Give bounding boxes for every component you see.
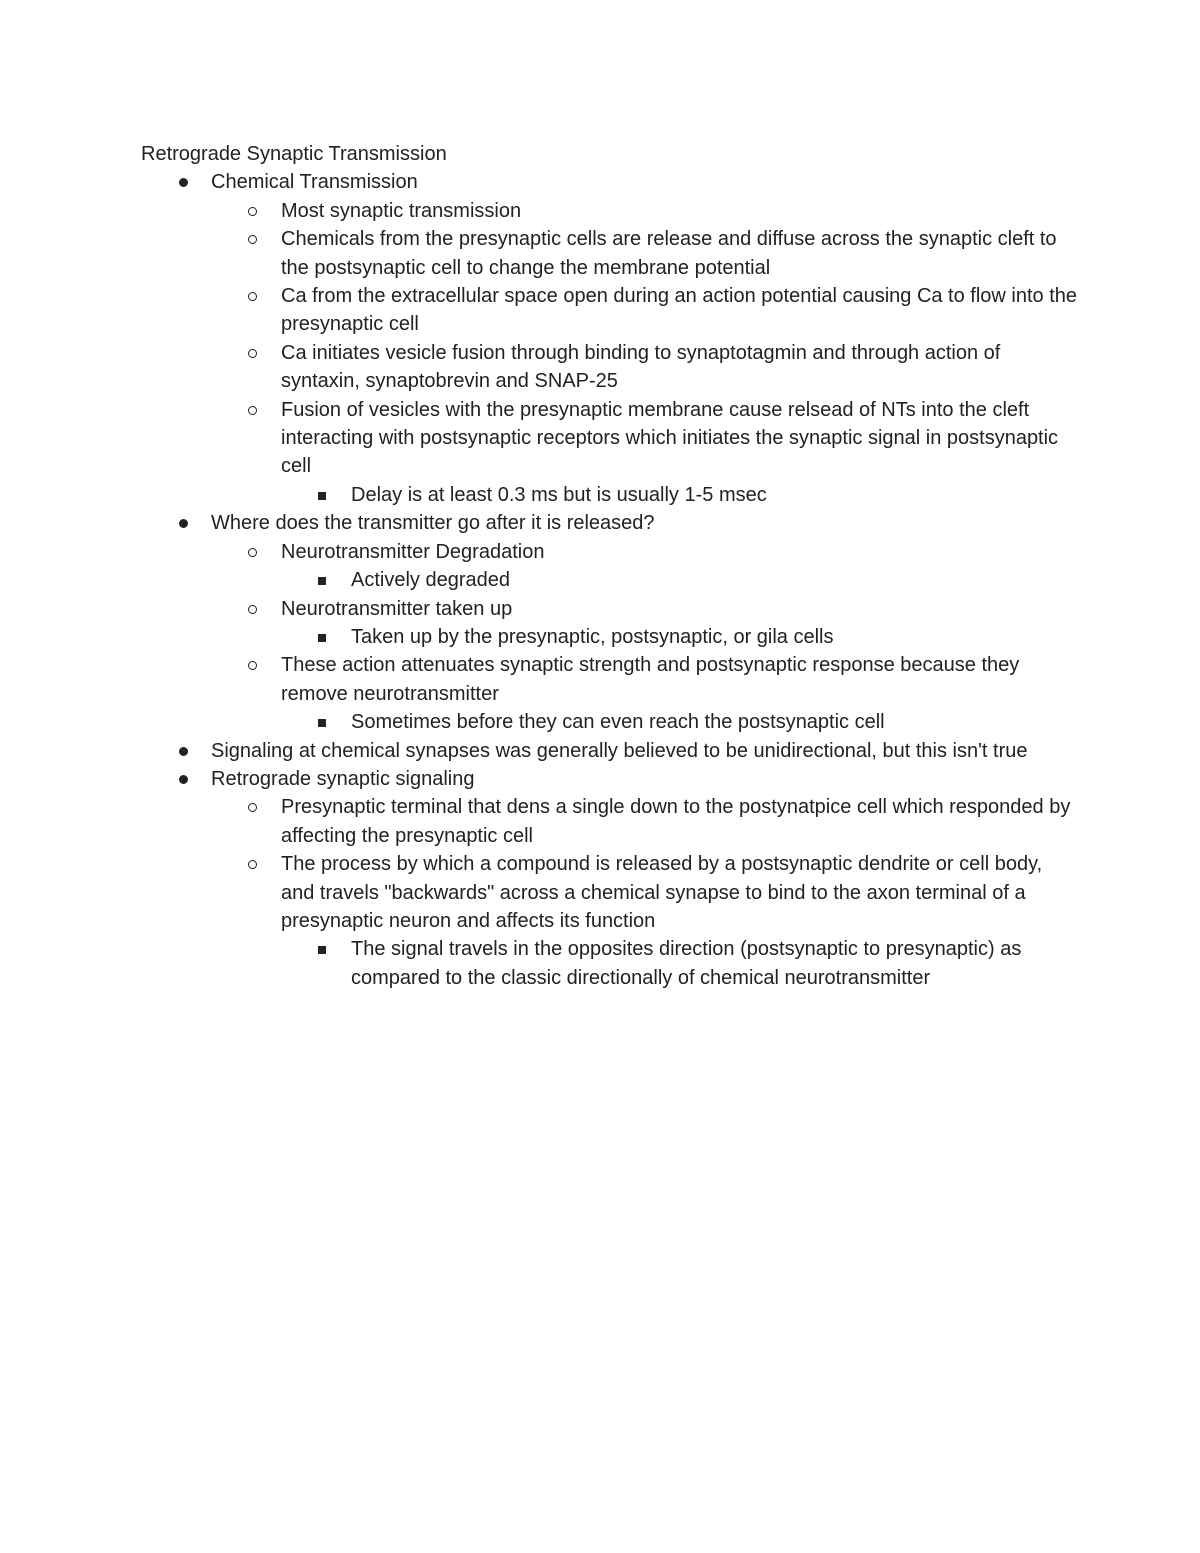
square-bullet-icon <box>318 492 326 500</box>
list-item: The signal travels in the opposites direction (postsynaptic to presynaptic) as compared to the classic directionally of chemical neurotransmitter <box>281 935 1081 992</box>
list-item: Taken up by the presynaptic, postsynaptic, or gila cells <box>281 623 1081 651</box>
outline-level-3 <box>281 623 1081 651</box>
circle-bullet-icon <box>248 235 257 244</box>
list-item: Most synaptic transmission <box>211 197 1081 225</box>
list-item: Neurotransmitter Degradation Actively degraded <box>211 538 1081 595</box>
list-item: The process by which a compound is released by a postsynaptic dendrite or cell body, and travels "backwards" across a chemical synapse to bind to the axon terminal of a presynaptic neuron and affects its function The signal travels in the opposites direction (postsynaptic to presynaptic) as compared to the classic directionally of chemical neurotransmitter <box>211 850 1081 992</box>
outline-level-1 <box>141 168 1081 992</box>
list-item: Sometimes before they can even reach the postsynaptic cell <box>281 708 1081 736</box>
list-item: Neurotransmitter taken up Taken up by the presynaptic, postsynaptic, or gila cells <box>211 595 1081 652</box>
circle-bullet-icon <box>248 548 257 557</box>
circle-bullet-icon <box>248 605 257 614</box>
circle-bullet-icon <box>248 803 257 812</box>
disc-bullet-icon <box>179 519 188 528</box>
circle-bullet-icon <box>248 406 257 415</box>
square-bullet-icon <box>318 719 326 727</box>
list-item: Retrograde synaptic signaling Presynaptic terminal that dens a single down to the postynatpice cell which responded by affecting the presynaptic cell The process by which a compound is released by a postsynaptic dendrite or cell body, and travels "backwards" across a chemical synapse to bind to the axon terminal of a presynaptic neuron and affects its function The signal travels in the opposites direction (postsynaptic to presynaptic) as compared to the classic directionally of chemical neurotransmitter <box>141 765 1081 992</box>
list-item: Where does the transmitter go after it is released? Neurotransmitter Degradation Actively degraded Neurotransmitter taken up Taken up by the presynaptic, postsynaptic, or gila cells These action attenuates synaptic strength and postsynaptic response because they remove neurotransmitter Sometimes before they can even reach the postsynaptic cell <box>141 509 1081 736</box>
outline-level-2 <box>211 538 1081 737</box>
circle-bullet-icon <box>248 860 257 869</box>
list-item: Chemical Transmission Most synaptic transmission Chemicals from the presynaptic cells are release and diffuse across the synaptic cleft to the postsynaptic cell to change the membrane potential Ca from the extracellular space open during an action potential causing Ca to flow into the presynaptic cell Ca initiates vesicle fusion through binding to synaptotagmin and through action of syntaxin, synaptobrevin and SNAP-25 Fusion of vesicles with the presynaptic membrane cause relsead of NTs into the cleft interacting with postsynaptic receptors which initiates the synaptic signal in postsynaptic cell Delay is at least 0.3 ms but is usually 1-5 msec <box>141 168 1081 509</box>
circle-bullet-icon <box>248 292 257 301</box>
document-title: Retrograde Synaptic Transmission <box>141 143 447 165</box>
list-item: Delay is at least 0.3 ms but is usually 1-5 msec <box>281 481 1081 509</box>
list-item: These action attenuates synaptic strength and postsynaptic response because they remove neurotransmitter Sometimes before they can even reach the postsynaptic cell <box>211 651 1081 736</box>
circle-bullet-icon <box>248 661 257 670</box>
outline-level-3 <box>281 935 1081 992</box>
list-item: Chemicals from the presynaptic cells are release and diffuse across the synaptic cleft to the postsynaptic cell to change the membrane potential <box>211 225 1081 282</box>
outline-level-2 <box>211 793 1081 992</box>
list-item: Presynaptic terminal that dens a single down to the postynatpice cell which responded by affecting the presynaptic cell <box>211 793 1081 850</box>
outline-level-2 <box>211 197 1081 509</box>
list-item: Ca initiates vesicle fusion through binding to synaptotagmin and through action of syntaxin, synaptobrevin and SNAP-25 <box>211 339 1081 396</box>
circle-bullet-icon <box>248 207 257 216</box>
list-item: Signaling at chemical synapses was generally believed to be unidirectional, but this isn't true <box>141 737 1081 765</box>
disc-bullet-icon <box>179 178 188 187</box>
list-item: Ca from the extracellular space open during an action potential causing Ca to flow into the presynaptic cell <box>211 282 1081 339</box>
circle-bullet-icon <box>248 349 257 358</box>
disc-bullet-icon <box>179 747 188 756</box>
list-item: Actively degraded <box>281 566 1081 594</box>
disc-bullet-icon <box>179 775 188 784</box>
list-item: Fusion of vesicles with the presynaptic membrane cause relsead of NTs into the cleft interacting with postsynaptic receptors which initiates the synaptic signal in postsynaptic cell Delay is at least 0.3 ms but is usually 1-5 msec <box>211 396 1081 510</box>
square-bullet-icon <box>318 634 326 642</box>
outline-level-3 <box>281 481 1081 509</box>
square-bullet-icon <box>318 577 326 585</box>
square-bullet-icon <box>318 946 326 954</box>
outline-level-3 <box>281 708 1081 736</box>
outline-level-3 <box>281 566 1081 594</box>
document-body <box>141 140 1081 992</box>
